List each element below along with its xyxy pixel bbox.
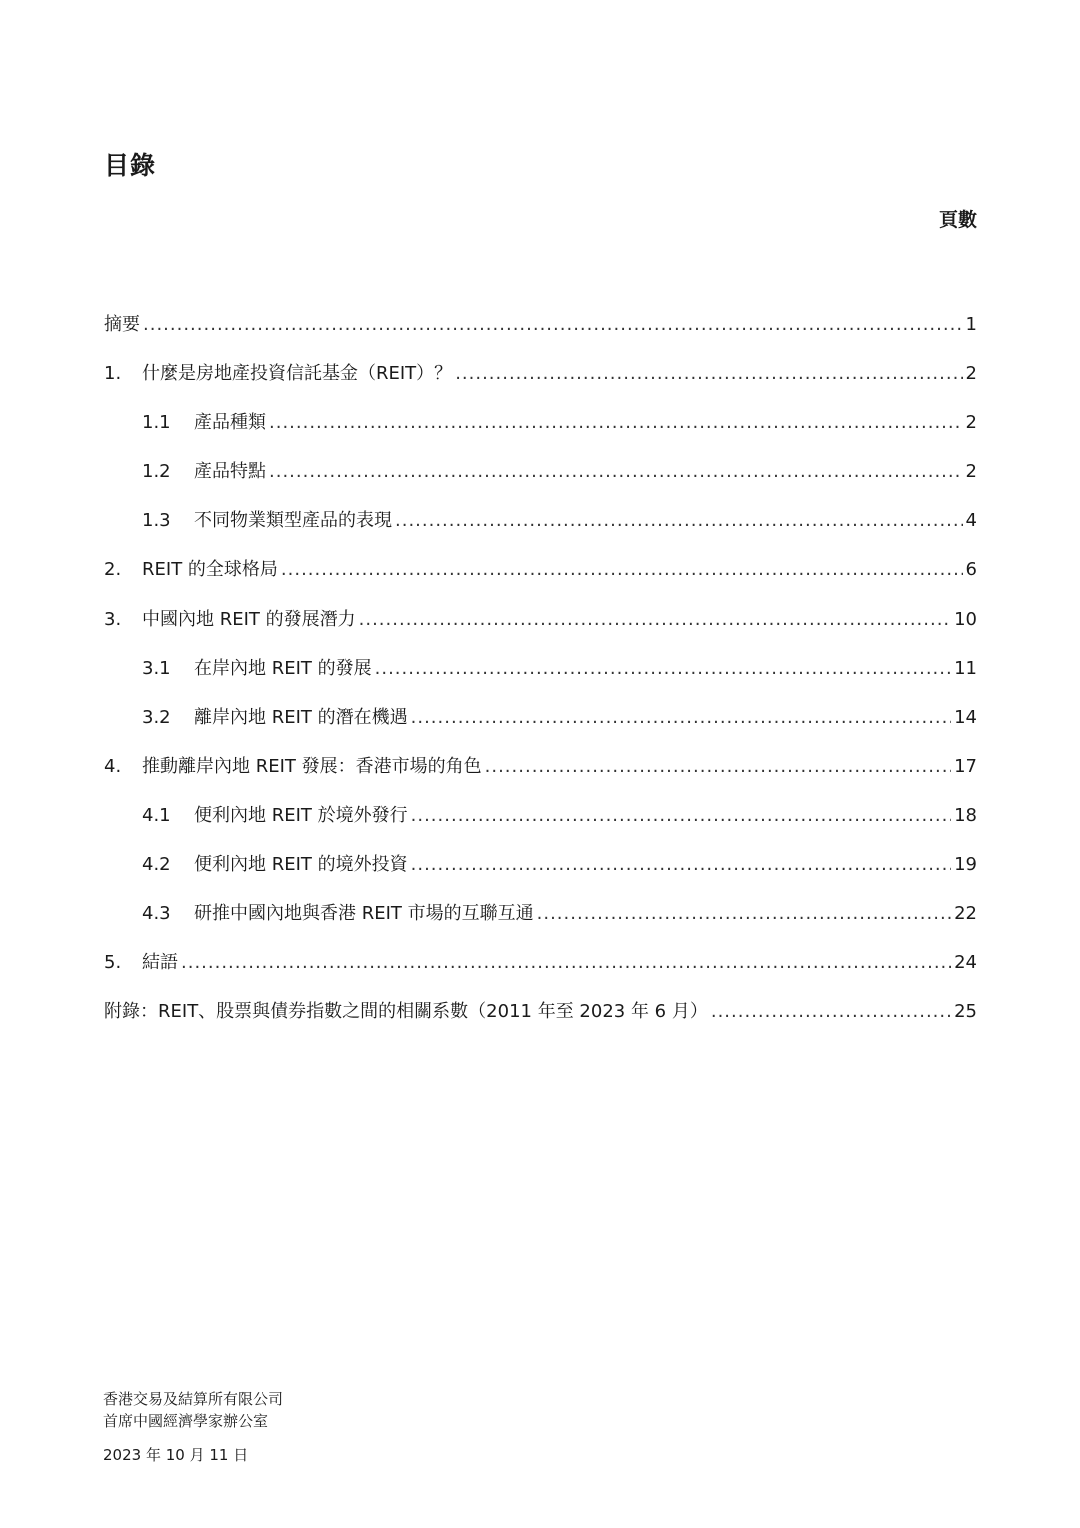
toc-entry-section-4-2[interactable] (104, 851, 977, 900)
dot-leader (537, 900, 951, 928)
dot-leader (485, 753, 951, 781)
table-of-contents (104, 311, 977, 1047)
toc-entry-section-1[interactable] (104, 360, 977, 409)
toc-entry-number: 1.3 (142, 510, 171, 532)
document-footer (103, 1388, 283, 1466)
department-name: 首席中國經濟學家辦公室 (103, 1412, 269, 1430)
toc-entry-number: 2. (104, 559, 122, 581)
toc-entry-number: 3. (104, 608, 122, 630)
toc-entry-label: 不同物業類型產品的表現 (194, 510, 392, 532)
toc-entry-appendix[interactable] (104, 998, 977, 1047)
toc-entry-number: 3.1 (142, 657, 171, 679)
toc-entry-page: 2 (965, 412, 977, 434)
dot-leader (269, 458, 963, 486)
organization-name: 香港交易及結算所有限公司 (103, 1390, 284, 1408)
toc-entry-number: 4.2 (142, 854, 171, 876)
toc-entry-section-5[interactable] (104, 949, 977, 998)
toc-entry-page: 25 (954, 1001, 977, 1023)
publication-date: 2023 年 10 月 11 日 (103, 1446, 249, 1464)
toc-entry-label: 附錄：REIT、股票與債券指數之間的相關系數（2011 年至 2023 年 6 月） (104, 1001, 708, 1023)
toc-entry-label: 研推中國內地與香港 REIT 市場的互聯互通 (194, 903, 534, 925)
toc-entry-number: 1.1 (142, 412, 171, 434)
dot-leader (143, 311, 963, 339)
toc-entry-number: 4. (104, 755, 122, 777)
toc-entry-label: 在岸內地 REIT 的發展 (194, 657, 372, 679)
toc-entry-number: 3.2 (142, 706, 171, 728)
toc-entry-page: 14 (954, 706, 977, 728)
toc-entry-page: 1 (965, 314, 977, 335)
dot-leader (411, 802, 951, 830)
toc-entry-label: 推動離岸內地 REIT 發展：香港市場的角色 (142, 755, 482, 777)
dot-leader (281, 556, 963, 584)
toc-entry-number: 5. (104, 952, 122, 974)
toc-entry-label: 什麼是房地產投資信託基金（REIT）？ (142, 363, 453, 385)
dot-leader (411, 851, 951, 879)
toc-entry-page: 17 (954, 755, 977, 777)
page-number-column-header: 頁數 (938, 209, 977, 231)
toc-entry-page: 6 (965, 559, 977, 581)
toc-entry-section-4-3[interactable] (104, 900, 977, 949)
toc-entry-page: 10 (954, 608, 977, 630)
toc-entry-label: 中國內地 REIT 的發展潛力 (142, 608, 356, 630)
toc-entry-number: 4.1 (142, 804, 171, 826)
toc-entry-label: 便利內地 REIT 的境外投資 (194, 854, 408, 876)
toc-entry-label: 產品特點 (194, 461, 266, 483)
toc-entry-label: 便利內地 REIT 於境外發行 (194, 804, 408, 826)
toc-entry-section-4-1[interactable] (104, 802, 977, 851)
toc-entry-section-3[interactable] (104, 606, 977, 655)
dot-leader (359, 606, 951, 634)
dot-leader (395, 507, 963, 535)
toc-entry-section-1-3[interactable] (104, 507, 977, 556)
dot-leader (711, 998, 951, 1026)
toc-entry-page: 22 (954, 903, 977, 925)
toc-entry-page: 2 (965, 461, 977, 483)
dot-leader (269, 409, 963, 437)
toc-entry-number: 1. (104, 363, 122, 385)
toc-entry-section-3-1[interactable] (104, 655, 977, 704)
dot-leader (181, 949, 951, 977)
dot-leader (411, 704, 951, 732)
toc-entry-label: 摘要 (104, 314, 140, 335)
toc-entry-section-2[interactable] (104, 556, 977, 605)
toc-entry-label: 離岸內地 REIT 的潛在機遇 (194, 706, 408, 728)
toc-entry-section-1-1[interactable] (104, 409, 977, 458)
toc-entry-label: 產品種類 (194, 412, 266, 434)
toc-entry-page: 19 (954, 854, 977, 876)
toc-entry-summary[interactable] (104, 311, 977, 360)
dot-leader (455, 360, 962, 388)
toc-entry-page: 11 (954, 657, 977, 679)
toc-entry-page: 4 (965, 510, 977, 532)
toc-entry-section-3-2[interactable] (104, 704, 977, 753)
dot-leader (375, 655, 951, 683)
toc-entry-number: 4.3 (142, 903, 171, 925)
toc-entry-page: 24 (954, 952, 977, 974)
toc-entry-section-4[interactable] (104, 753, 977, 802)
toc-entry-section-1-2[interactable] (104, 458, 977, 507)
toc-entry-page: 18 (954, 804, 977, 826)
toc-entry-label: 結語 (142, 952, 178, 974)
page-title: 目錄 (104, 151, 157, 180)
toc-entry-number: 1.2 (142, 461, 171, 483)
toc-entry-label: REIT 的全球格局 (142, 559, 278, 581)
toc-entry-page: 2 (965, 363, 977, 385)
